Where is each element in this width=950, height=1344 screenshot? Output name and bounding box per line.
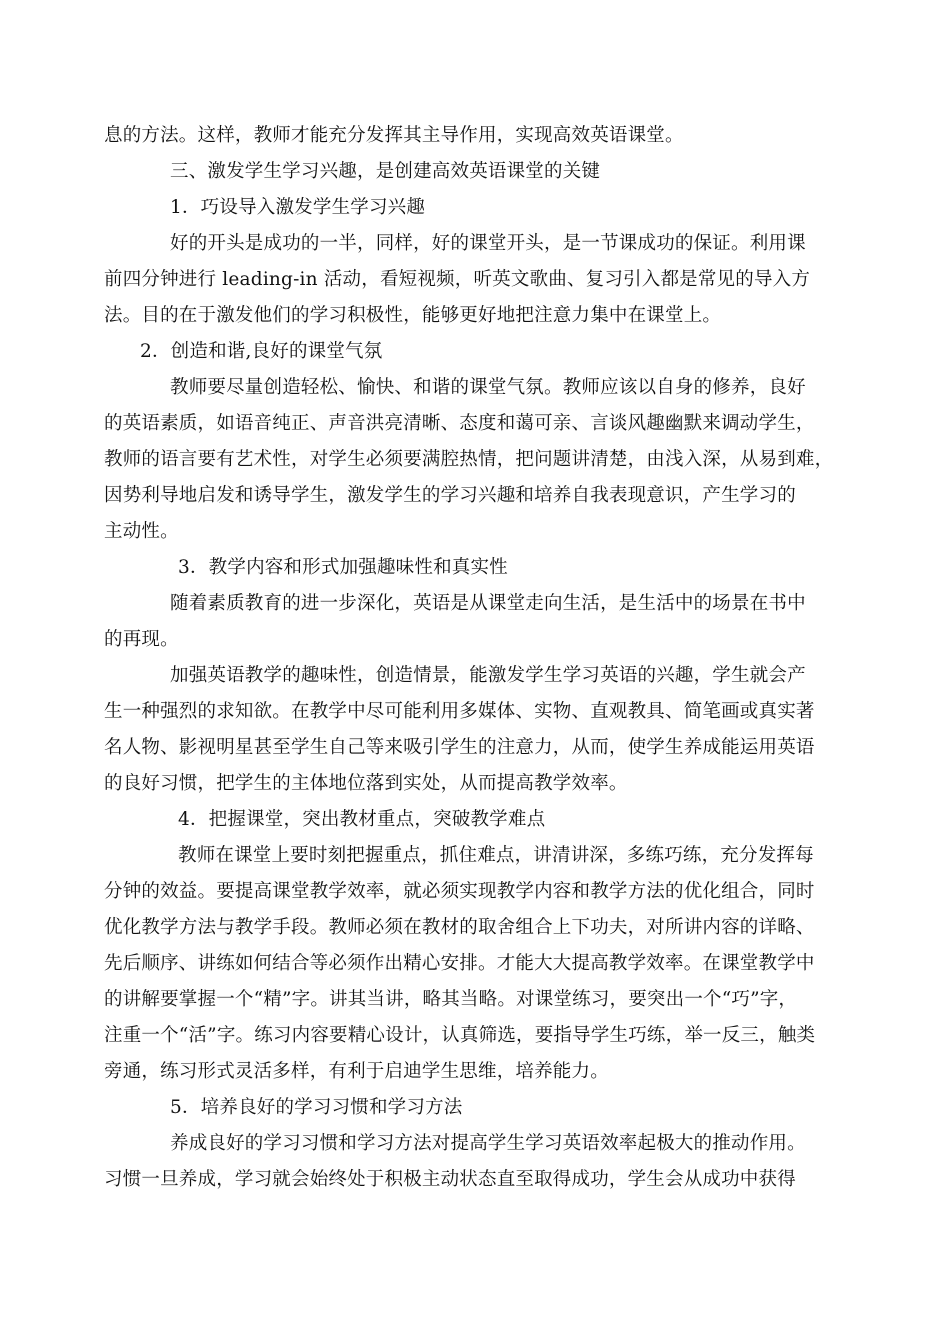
paragraph-line: 旁通，练习形式灵活多样，有利于启迪学生思维，培养能力。 [104, 1061, 609, 1082]
subsection-heading: 3．教学内容和形式加强趣味性和真实性 [178, 557, 508, 578]
paragraph-line: 养成良好的学习习惯和学习方法对提高学生学习英语效率起极大的推动作用。 [170, 1133, 806, 1154]
subsection-heading: 2．创造和谐,良好的课堂气氛 [140, 341, 383, 362]
paragraph-line: 加强英语教学的趣味性，创造情景，能激发学生学习英语的兴趣，学生就会产 [170, 665, 806, 686]
paragraph-line: 教师的语言要有艺术性，对学生必须要满腔热情，把问题讲清楚，由浅入深，从易到难， [104, 449, 834, 470]
paragraph-line: 主动性。 [104, 521, 179, 542]
paragraph-line: 法。目的在于激发他们的学习积极性，能够更好地把注意力集中在课堂上。 [104, 305, 722, 326]
paragraph-line: 的讲解要掌握一个“精”字。讲其当讲，略其当略。对课堂练习，要突出一个“巧”字， [104, 989, 798, 1010]
paragraph-line: 习惯一旦养成，学习就会始终处于积极主动状态直至取得成功，学生会从成功中获得 [104, 1169, 796, 1190]
paragraph-line: 随着素质教育的进一步深化，英语是从课堂走向生活，是生活中的场景在书中 [170, 593, 806, 614]
subsection-heading: 1．巧设导入激发学生学习兴趣 [170, 197, 426, 218]
section-heading: 三、激发学生学习兴趣，是创建高效英语课堂的关键 [170, 161, 601, 182]
paragraph-line: 分钟的效益。要提高课堂教学效率，就必须实现教学内容和教学方法的优化组合，同时 [104, 881, 815, 902]
paragraph-line: 先后顺序、讲练如何结合等必须作出精心安排。才能大大提高教学效率。在课堂教学中 [104, 953, 815, 974]
paragraph-line: 名人物、影视明星甚至学生自己等来吸引学生的注意力，从而，使学生养成能运用英语 [104, 737, 815, 758]
paragraph-line: 息的方法。这样，教师才能充分发挥其主导作用，实现高效英语课堂。 [104, 125, 684, 146]
paragraph-line: 优化教学方法与教学手段。教师必须在教材的取舍组合上下功夫，对所讲内容的详略、 [104, 917, 815, 938]
paragraph-line: 注重一个“活”字。练习内容要精心设计，认真筛选，要指导学生巧练，举一反三，触类 [104, 1025, 816, 1046]
paragraph-line: 的再现。 [104, 629, 179, 650]
paragraph-line: 的英语素质，如语音纯正、声音洪亮清晰、态度和蔼可亲、言谈风趣幽默来调动学生， [104, 413, 815, 434]
paragraph-line: 教师在课堂上要时刻把握重点，抓住难点，讲清讲深，多练巧练，充分发挥每 [178, 845, 814, 866]
paragraph-line: 前四分钟进行 leading-in 活动，看短视频，听英文歌曲、复习引入都是常见的导入方 [104, 269, 811, 290]
paragraph-line: 好的开头是成功的一半，同样，好的课堂开头，是一节课成功的保证。利用课 [170, 233, 806, 254]
subsection-heading: 5．培养良好的学习习惯和学习方法 [170, 1097, 463, 1118]
paragraph-line: 生一种强烈的求知欲。在教学中尽可能利用多媒体、实物、直观教具、简笔画或真实著 [104, 701, 815, 722]
subsection-heading: 4．把握课堂，突出教材重点，突破教学难点 [178, 809, 546, 830]
paragraph-line: 教师要尽量创造轻松、愉快、和谐的课堂气氛。教师应该以自身的修养，良好 [170, 377, 806, 398]
paragraph-line: 因势利导地启发和诱导学生，激发学生的学习兴趣和培养自我表现意识，产生学习的 [104, 485, 796, 506]
paragraph-line: 的良好习惯，把学生的主体地位落到实处，从而提高教学效率。 [104, 773, 628, 794]
